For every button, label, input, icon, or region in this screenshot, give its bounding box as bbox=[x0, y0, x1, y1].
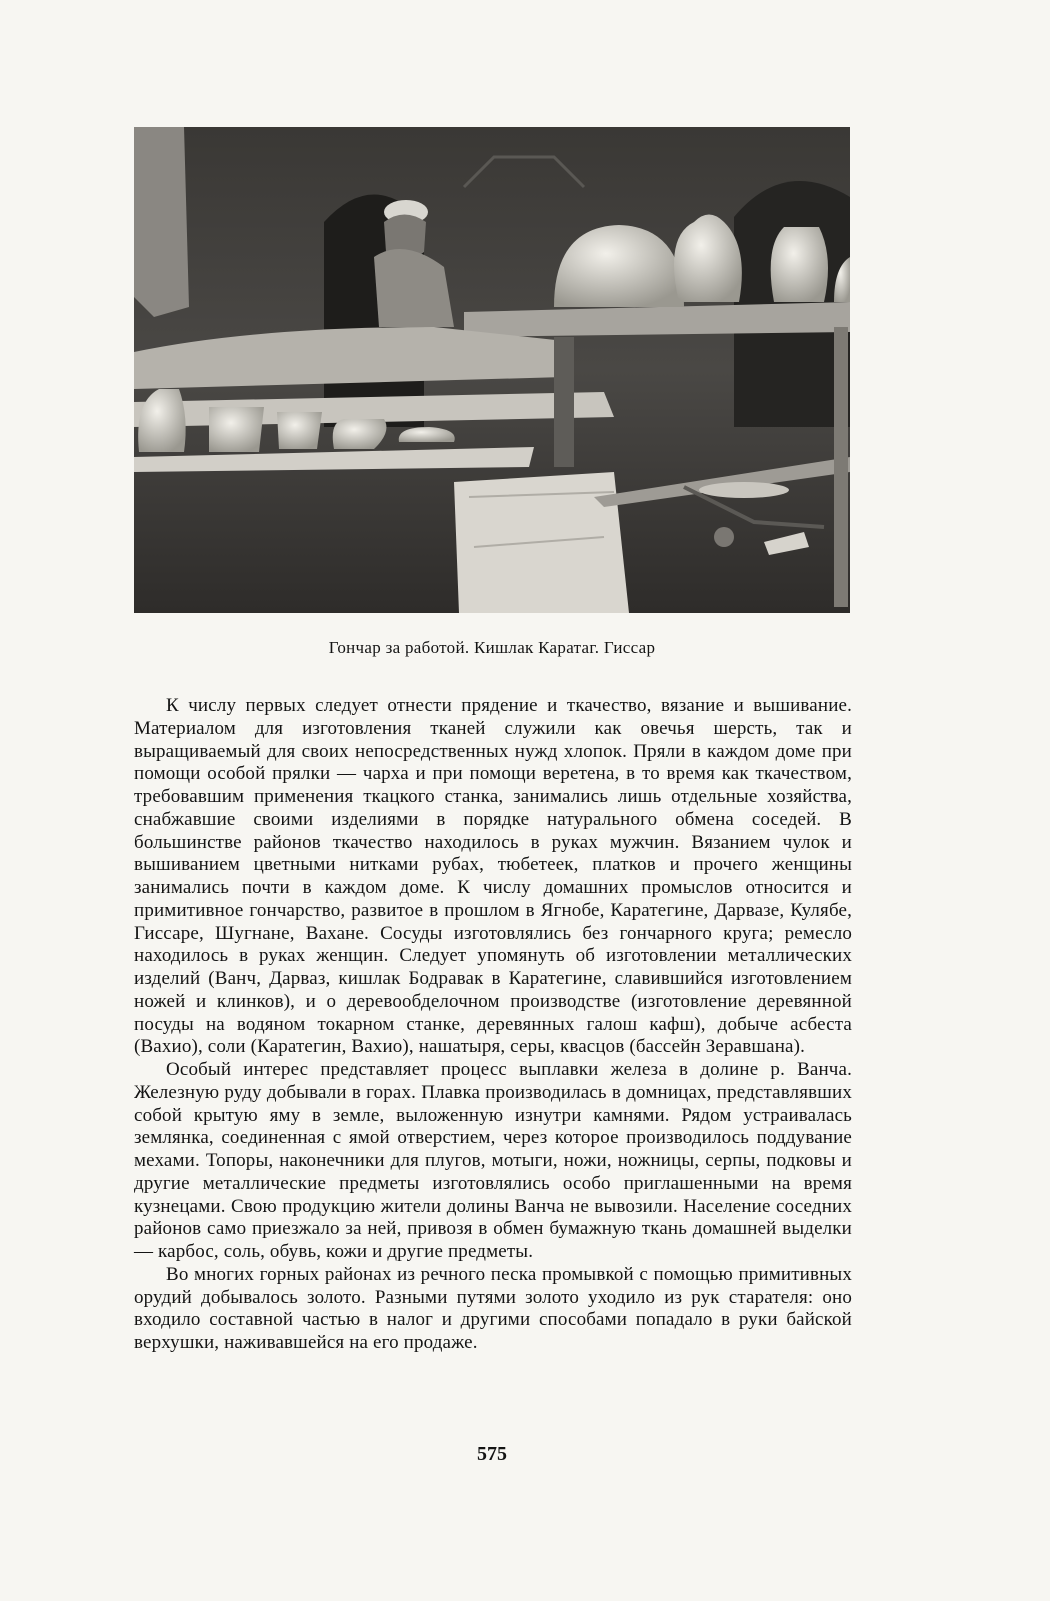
paragraph: К числу первых следует отнести прядение и ткачество, вязание и вышивание. Материалом для изготовления тканей служили как овечья шерсть, так и выращиваемый для своих непосредственных нужд хлопок. Пряли в каждом доме при помощи особой прялки — чарха и при помощи веретена, в то время как ткачеством, требовавшим применения ткацкого станка, занимались лишь отдельные хозяйства, снабжавшие своими изделиями в порядке натурального обмена соседей. В большинстве районов ткачество находилось в руках мужчин. Вязанием чулок и вышиванием цветными нитками рубах, тюбетеек, платков и прочего женщины занимались почти в каждом доме. К числу домашних промыслов относится и примитивное гончарство, развитое в прошлом в Ягнобе, Каратегине, Дарвазе, Кулябе, Гиссаре, Шугнане, Вахане. Сосуды изготовлялись без гончарного круга; ремесло находилось в руках женщин. Следует упомянуть об изготовлении металлических изделий (Ванч, Дарваз, кишлак Бодравак в Каратегине, славившийся изготовлением ножей и клинков), и о деревообделочном производстве (изготовление деревянной посуды на водяном токарном станке, деревянных галош кафш), добыче асбеста (Вахио), соли (Каратегин, Вахио), нашатыря, серы, квасцов (бассейн Зеравшана). bbox=[134, 695, 852, 1058]
paragraph: Особый интерес представляет процесс выплавки железа в долине р. Ванча. Железную руду добывали в горах. Плавка производилась в домницах, представлявших собой крытую яму в земле, выложенную изнутри камнями. Рядом устраивалась землянка, соединенная с ямой отверстием, через которое производилось поддувание мехами. Топоры, наконечники для плугов, мотыги, ножи, ножницы, серпы, подковы и другие металлические предметы изготовлялись особо приглашенными на время кузнецами. Свою продукцию жители долины Ванча не вывозили. Население соседних районов само приезжало за ней, привозя в обмен бумажную ткань домашней выделки — карбос, соль, обувь, кожи и другие предметы. bbox=[134, 1059, 852, 1262]
photo-caption: Гончар за работой. Кишлак Каратаг. Гиссар bbox=[328, 638, 656, 657]
body-text bbox=[134, 695, 852, 1355]
potter-photo bbox=[134, 127, 850, 613]
paragraph: Во многих горных районах из речного песка промывкой с помощью примитивных орудий добывалось золото. Разными путями золото уходило из рук старателя: оно входило составной частью в налог и другими способами попадало в руки байской верхушки, наживавшейся на его продаже. bbox=[134, 1263, 852, 1353]
page-number: 575 bbox=[477, 1443, 507, 1465]
